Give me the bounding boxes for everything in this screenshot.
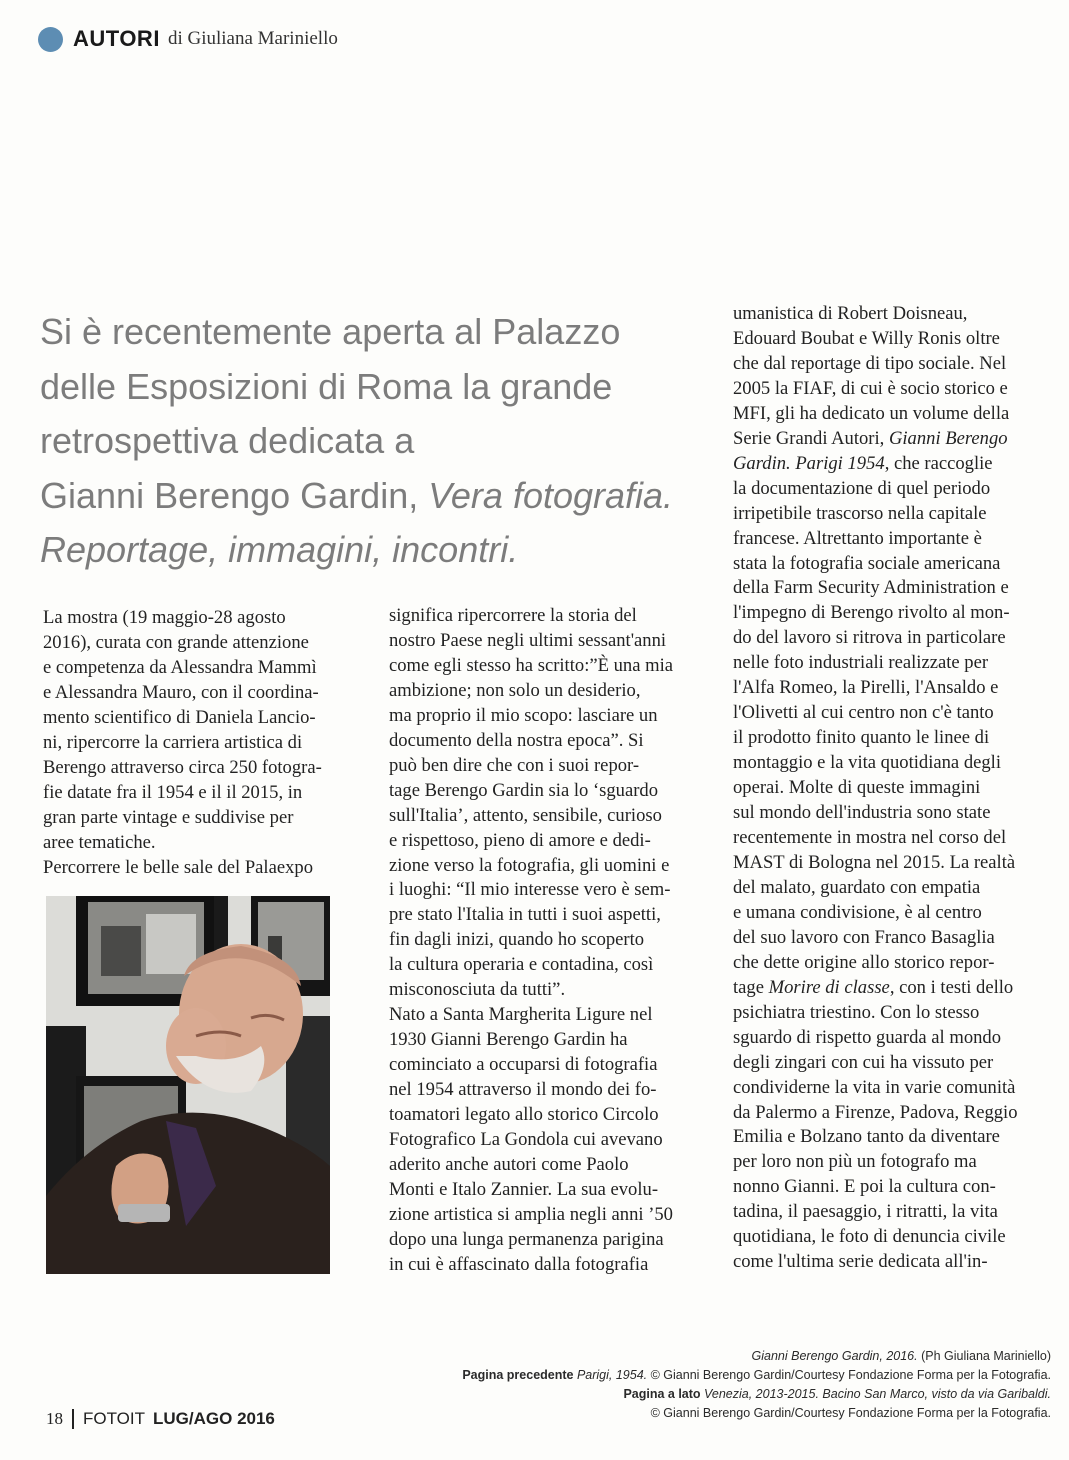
lead-paragraph: [40, 305, 730, 578]
text-line: irripetibile trascorso nella capitale: [733, 502, 987, 524]
text-line: francese. Altrettanto importante è: [733, 527, 982, 549]
text-line: toamatori legato allo storico Circolo: [389, 1104, 659, 1126]
text-line: [733, 452, 1053, 477]
text-line: 2016), curata con grande attenzione: [43, 631, 309, 653]
text-line: [733, 427, 1053, 452]
text-line: condividerne la vita in varie comunità: [733, 1076, 1016, 1098]
text-line: do del lavoro si ritrova in particolare: [733, 627, 1006, 649]
text-line: per loro non più un fotografo ma: [733, 1151, 977, 1173]
lead-line: Si è recentemente aperta al Palazzo: [40, 311, 621, 352]
text-line: e competenza da Alessandra Mammì: [43, 656, 317, 678]
text-line: Edouard Boubat e Willy Ronis oltre: [733, 327, 1000, 349]
text-line: MFI, gli ha dedicato un volume della: [733, 402, 1010, 424]
text-line: come l'ultima serie dedicata all'in-: [733, 1251, 988, 1273]
text-line: [733, 976, 1053, 1001]
text-line: tadina, il paesaggio, i ritratti, la vita: [733, 1201, 998, 1223]
article-column-1: [43, 606, 348, 880]
magazine-name: FOTOIT: [83, 1409, 146, 1428]
text-line: significa ripercorrere la storia del: [389, 605, 637, 626]
exhibition-title: Vera fotografia.: [428, 474, 674, 516]
lead-line: [40, 523, 730, 578]
text-line: pre stato l'Italia in tutti i suoi aspetti,: [389, 904, 661, 926]
text-line: il prodotto finito quanto le linee di: [733, 727, 990, 749]
text-line: che dette origine allo storico repor-: [733, 951, 995, 973]
text-line: degli zingari con cui ha vissuto per: [733, 1051, 994, 1073]
text-line: recentemente in mostra nel corso del: [733, 827, 1007, 849]
lead-text: Gianni Berengo Gardin,: [40, 474, 429, 516]
text-line: cominciato a occuparsi di fotografia: [389, 1054, 658, 1076]
caption-label: Pagina a lato: [623, 1387, 705, 1401]
text-line: psichiatra triestino. Con lo stesso: [733, 1001, 980, 1023]
text-span: tage: [733, 976, 769, 998]
text-line: l'Alfa Romeo, la Pirelli, l'Ansaldo e: [733, 677, 999, 699]
caption-italic: Gianni Berengo Gardin, 2016.: [751, 1349, 918, 1363]
text-line: i luoghi: “Il mio interesse vero è sem-: [389, 879, 671, 901]
text-line: sull'Italia’, attento, sensibile, curioso: [389, 804, 662, 826]
lead-line: delle Esposizioni di Roma la grande: [40, 365, 613, 407]
caption-line: [462, 1347, 1051, 1366]
text-line: la cultura operaria e contadina, così: [389, 954, 654, 976]
text-line: la documentazione di quel periodo: [733, 477, 991, 499]
section-header: [38, 24, 338, 54]
text-line: 2005 la FIAF, di cui è socio storico e: [733, 377, 1008, 399]
section-dot-icon: [38, 27, 63, 52]
caption-text: (Ph Giuliana Mariniello): [917, 1349, 1051, 1363]
book-title: Gianni Berengo: [888, 427, 1008, 449]
text-line: montaggio e la vita quotidiana degli: [733, 752, 1001, 774]
text-line: e Alessandra Mauro, con il coordina-: [43, 681, 319, 703]
text-line: Monti e Italo Zannier. La sua evolu-: [389, 1178, 659, 1200]
text-line: in cui è affascinato dalla fotografia: [389, 1253, 649, 1275]
text-line: stata la fotografia sociale americana: [733, 552, 1001, 574]
text-line: Nato a Santa Margherita Ligure nel: [389, 1004, 653, 1026]
text-line: zione artistica si amplia negli anni ’50: [389, 1203, 673, 1225]
caption-label: Pagina precedente: [462, 1368, 577, 1382]
lead-line: retrospettiva dedicata a: [40, 420, 415, 461]
text-line: e rispettoso, pieno di amore e dedi-: [389, 829, 651, 851]
page-footer: [46, 1407, 275, 1431]
text-line: operai. Molte di queste immagini: [733, 777, 981, 799]
text-line: aderito anche autori come Paolo: [389, 1153, 629, 1175]
text-line: nelle foto industriali realizzate per: [733, 652, 989, 674]
article-column-2: [389, 604, 709, 1278]
text-line: che dal reportage di tipo sociale. Nel: [733, 352, 1007, 374]
text-line: nonno Gianni. E poi la cultura con-: [733, 1176, 996, 1198]
byline: di Giuliana Mariniello: [167, 28, 338, 49]
portrait-illustration: [46, 896, 330, 1274]
text-span: Serie Grandi Autori,: [733, 427, 889, 449]
text-line: gran parte vintage e suddivise per: [43, 806, 294, 828]
text-line: tage Berengo Gardin sia lo ‘sguardo: [389, 779, 659, 801]
text-line: La mostra (19 maggio-28 agosto: [43, 607, 286, 628]
caption-line: [462, 1366, 1051, 1385]
text-span: , con i testi dello: [889, 976, 1014, 998]
text-line: ma proprio il mio scopo: lasciare un: [389, 704, 658, 726]
work-title: Morire di classe: [768, 976, 890, 998]
caption-line: © Gianni Berengo Gardin/Courtesy Fondazione Forma per la Fotografia.: [650, 1406, 1051, 1420]
text-line: fie datate fra il 1954 e il il 2015, in: [43, 781, 303, 803]
text-line: ambizione; non solo un desiderio,: [389, 679, 641, 701]
text-line: misconosciuta da tutti”.: [389, 979, 566, 1001]
text-line: umanistica di Robert Doisneau,: [733, 303, 968, 324]
text-line: nel 1954 attraverso il mondo dei fo-: [389, 1079, 657, 1101]
text-line: della Farm Security Administration e: [733, 577, 1009, 599]
text-line: come egli stesso ha scritto:”È una mia: [389, 654, 673, 676]
text-line: può ben dire che con i suoi repor-: [389, 754, 640, 776]
text-line: aree tematiche.: [43, 831, 156, 853]
book-title: Gardin. Parigi 1954: [733, 452, 885, 474]
text-line: e umana condivisione, è al centro: [733, 901, 982, 923]
caption-italic: Parigi, 1954.: [576, 1368, 648, 1382]
portrait-photo: [46, 896, 330, 1274]
article-column-3: [733, 302, 1053, 1275]
text-line: sul mondo dell'industria sono state: [733, 802, 991, 824]
text-line: MAST di Bologna nel 2015. La realtà: [733, 851, 1016, 873]
text-line: documento della nostra epoca”. Si: [389, 729, 644, 751]
text-line: da Palermo a Firenze, Padova, Reggio: [733, 1101, 1018, 1123]
text-line: fin dagli inizi, quando ho scoperto: [389, 929, 645, 951]
text-line: dopo una lunga permanenza parigina: [389, 1228, 664, 1250]
text-line: del suo lavoro con Franco Basaglia: [733, 926, 995, 948]
text-line: 1930 Gianni Berengo Gardin ha: [389, 1029, 628, 1051]
text-line: Emilia e Bolzano tanto da diventare: [733, 1126, 1000, 1148]
text-line: quotidiana, le foto di denuncia civile: [733, 1226, 1006, 1248]
text-line: Fotografico La Gondola cui avevano: [389, 1129, 663, 1151]
photo-captions: [462, 1347, 1051, 1423]
section-title: AUTORI: [73, 26, 160, 51]
text-line: mento scientifico di Daniela Lancio-: [43, 706, 316, 728]
exhibition-subtitle: Reportage, immagini, incontri.: [40, 529, 519, 570]
text-line: l'impegno di Berengo rivolto al mon-: [733, 602, 1010, 624]
caption-text: © Gianni Berengo Gardin/Courtesy Fondazione Forma per la Fotografia.: [647, 1368, 1051, 1382]
text-line: zione verso la fotografia, gli uomini e: [389, 854, 670, 876]
text-line: Berengo attraverso circa 250 fotogra-: [43, 756, 322, 778]
caption-line: [462, 1385, 1051, 1404]
footer-divider: [72, 1409, 74, 1429]
text-line: nostro Paese negli ultimi sessant'anni: [389, 629, 667, 651]
caption-italic: Venezia, 2013-2015. Bacino San Marco, visto da via Garibaldi.: [704, 1387, 1051, 1401]
text-line: del malato, guardato con empatia: [733, 876, 981, 898]
text-span: , che raccoglie: [884, 452, 993, 474]
text-line: ni, ripercorre la carriera artistica di: [43, 731, 303, 753]
text-line: l'Olivetti al cui centro non c'è tanto: [733, 702, 994, 724]
page-number: 18: [46, 1409, 63, 1428]
text-line: sguardo di rispetto guarda al mondo: [733, 1026, 1002, 1048]
text-line: Percorrere le belle sale del Palaexpo: [43, 856, 313, 878]
lead-line: [40, 469, 730, 524]
issue-date: LUG/AGO 2016: [153, 1409, 275, 1428]
